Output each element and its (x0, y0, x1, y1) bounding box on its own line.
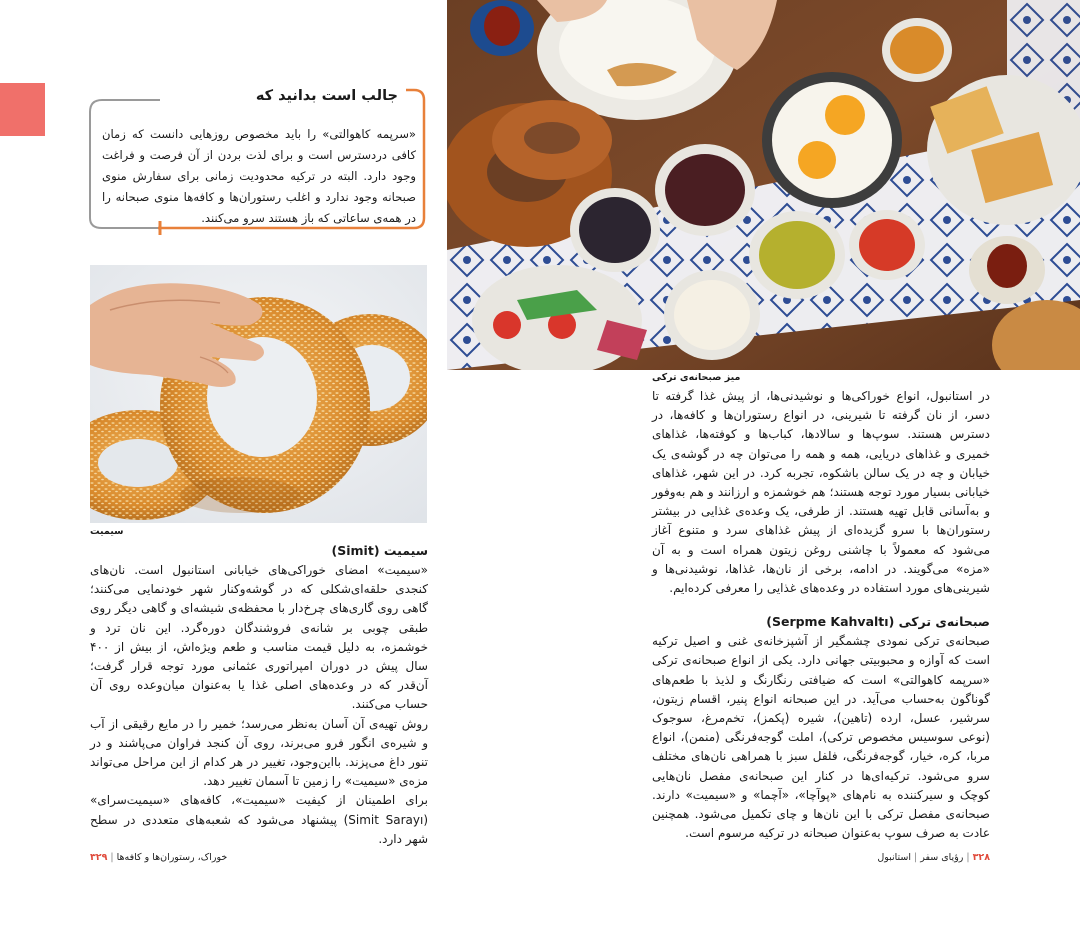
simit-paragraph-3: برای اطمینان از کیفیت «سیمیت»، کافه‌های «سیمیت‌سرای» (Simit Sarayı) پیشنهاد می‌شود که شعبه‌های متعددی در سطح شهر دارد. (90, 793, 429, 846)
cheese-bowl (664, 270, 760, 360)
footer-book-title: رؤیای سفر (920, 852, 964, 863)
footer-left: خوراک، رستوران‌ها و کافه‌ها|۳۲۹ (90, 852, 228, 863)
breakfast-caption: میز صبحانه‌ی ترکی (652, 372, 741, 383)
turkish-breakfast-photo (447, 0, 1080, 370)
istanbul-intro-paragraph: در استانبول، انواع خوراکی‌ها و نوشیدنی‌ها، از پیش غذا گرفته تا دسر، از نان گرفته تا شیرینی، در انواع رستوران‌ها و کافه‌ها، در دسترس هستند. سوپ‌ها و سالادها، کباب‌ها و کوفته‌ها، غذاهای خمیری و غذاهای دریایی، همه و همه را می‌توان چه در گوشه‌ی یک خیابان و چه در یک سالن باشکوه، تجربه کرد. در این شهر، غذاهای خیابانی بسیار مورد توجه هستند؛ هم خوشمزه و ارزانند و هم به‌وفور و به‌آسانی قابل تهیه هستند. از طرفی، یک وعده‌ی غذایی در بیشتر رستوران‌ها با سرو گزیده‌ای از پیش غذاهای سرد و متنوع آغاز می‌شود که معمولاً با چاشنی روغن زیتون همراه است و به آن «مزه» می‌گویند. در ادامه، برخی از نان‌ها، غذاها، نوشیدنی‌ها و شیرینی‌های مورد استفاده در وعده‌های غذایی را معرفی کرده‌ایم. (652, 389, 990, 596)
page-number-right: ۳۲۸ (972, 852, 990, 863)
simit-photo (90, 265, 427, 523)
callout-body: «سرپمه کاهوالتی» را باید مخصوص روزهایی دانست که زمان کافی دردسترس است و برای لذت بردن از آن فرصت و فراغت وجود دارد. البته در ترکیه محدودیت زمانی برای سفارش منوی صبحانه وجود ندارد و اغلب رستوران‌ها و کافه‌ها منوی صبحانه را در همه‌ی ساعاتی که باز هستند سرو می‌کنند. (102, 127, 416, 225)
eggs-pan (762, 72, 902, 208)
chapter-tab-left (0, 83, 45, 136)
simit-caption: سیمیت (90, 526, 124, 537)
callout-title: جالب است بدانید که (255, 88, 398, 104)
footer-city: استانبول (877, 852, 911, 863)
footer-left-section: خوراک، رستوران‌ها و کافه‌ها (116, 852, 228, 863)
borek-plate (927, 75, 1080, 225)
did-you-know-callout (88, 88, 428, 236)
breakfast-heading: صبحانه‌ی ترکی (Serpme Kahvaltı) (766, 614, 990, 630)
footer-right: ۳۲۸|رؤیای سفر|استانبول (877, 852, 990, 863)
simit-heading: سیمیت (Simit) (331, 543, 428, 558)
istanbul-food-section (652, 387, 990, 843)
breakfast-paragraph: صبحانه‌ی ترکی نمودی چشمگیر از آشپزخانه‌ی غنی و اصیل ترکیه است که آوازه و محبوبیتی جهانی دارد. یکی از انواع صبحانه‌ی ترکی «سرپمه کاهوالتی» است که ضیافتی رنگارنگ و لذیذ با طعم‌های گوناگون به‌حساب می‌آید. در این صبحانه انواع پنیر، اقسام زیتون، سرشیر، عسل، ارده (تاهین)، شیره (پکمز)، تخم‌مرغ، سوجوک (نوعی سوسیس مخصوص ترکی)، املت گوجه‌فرنگی (منمن)، انواع مربا، کره، خیار، گوجه‌فرنگی، فلفل سبز با همراهی نان‌های مختلف سرو می‌شود. ترکیه‌ای‌ها در کنار این صبحانه‌ی مفصل نان‌هایی کوچک و سیرکننده به نام‌های «پوآچا»، «آچما» و «سیمیت» دارند. صبحانه‌ی مفصل ترکی با این نان‌ها و چای تکمیل می‌شود. همچنین عادت به صرف سوپ به‌عنوان صبحانه در ترکیه مرسوم است. (652, 634, 990, 841)
simit-section (90, 541, 428, 849)
page-number-left: ۳۲۹ (90, 852, 108, 863)
simit-paragraph-2: روش تهیه‌ی آن آسان به‌نظر می‌رسد؛ خمیر را در مایع رقیقی از آب و شیره‌ی انگور فرو می‌برند، روی آن کنجد فراوان می‌پاشند و در تنور داغ می‌پزند. بااین‌وجود، تغییر در هر کدام از این مراحل می‌تواند مزه‌ی «سیمیت» را زمین تا آسمان تغییر دهد. (90, 716, 428, 789)
simit-paragraph-1: «سیمیت» امضای خوراکی‌های خیابانی استانبول است. نان‌های کنجدی حلقه‌ای‌شکلی که در گوشه‌وکنار شهر خودنمایی می‌کنند؛ گاهی روی گاری‌های چرخ‌دار با محفظه‌ی شیشه‌ای و گاهی دیگر روی طبقی چوبی بر شانه‌ی فروشندگان دوره‌گرد. این نان ترد و خوشمزه، به دلیل قیمت مناسب و طعم ویژه‌اش، از بیش از ۴۰۰ سال پیش در دوران امپراتوری عثمانی مورد توجه قرار گرفت؛ آن‌قدر که در وعده‌های اصلی غذا یا به‌عنوان میان‌وعده روی آن حساب می‌کنند. (90, 563, 428, 712)
